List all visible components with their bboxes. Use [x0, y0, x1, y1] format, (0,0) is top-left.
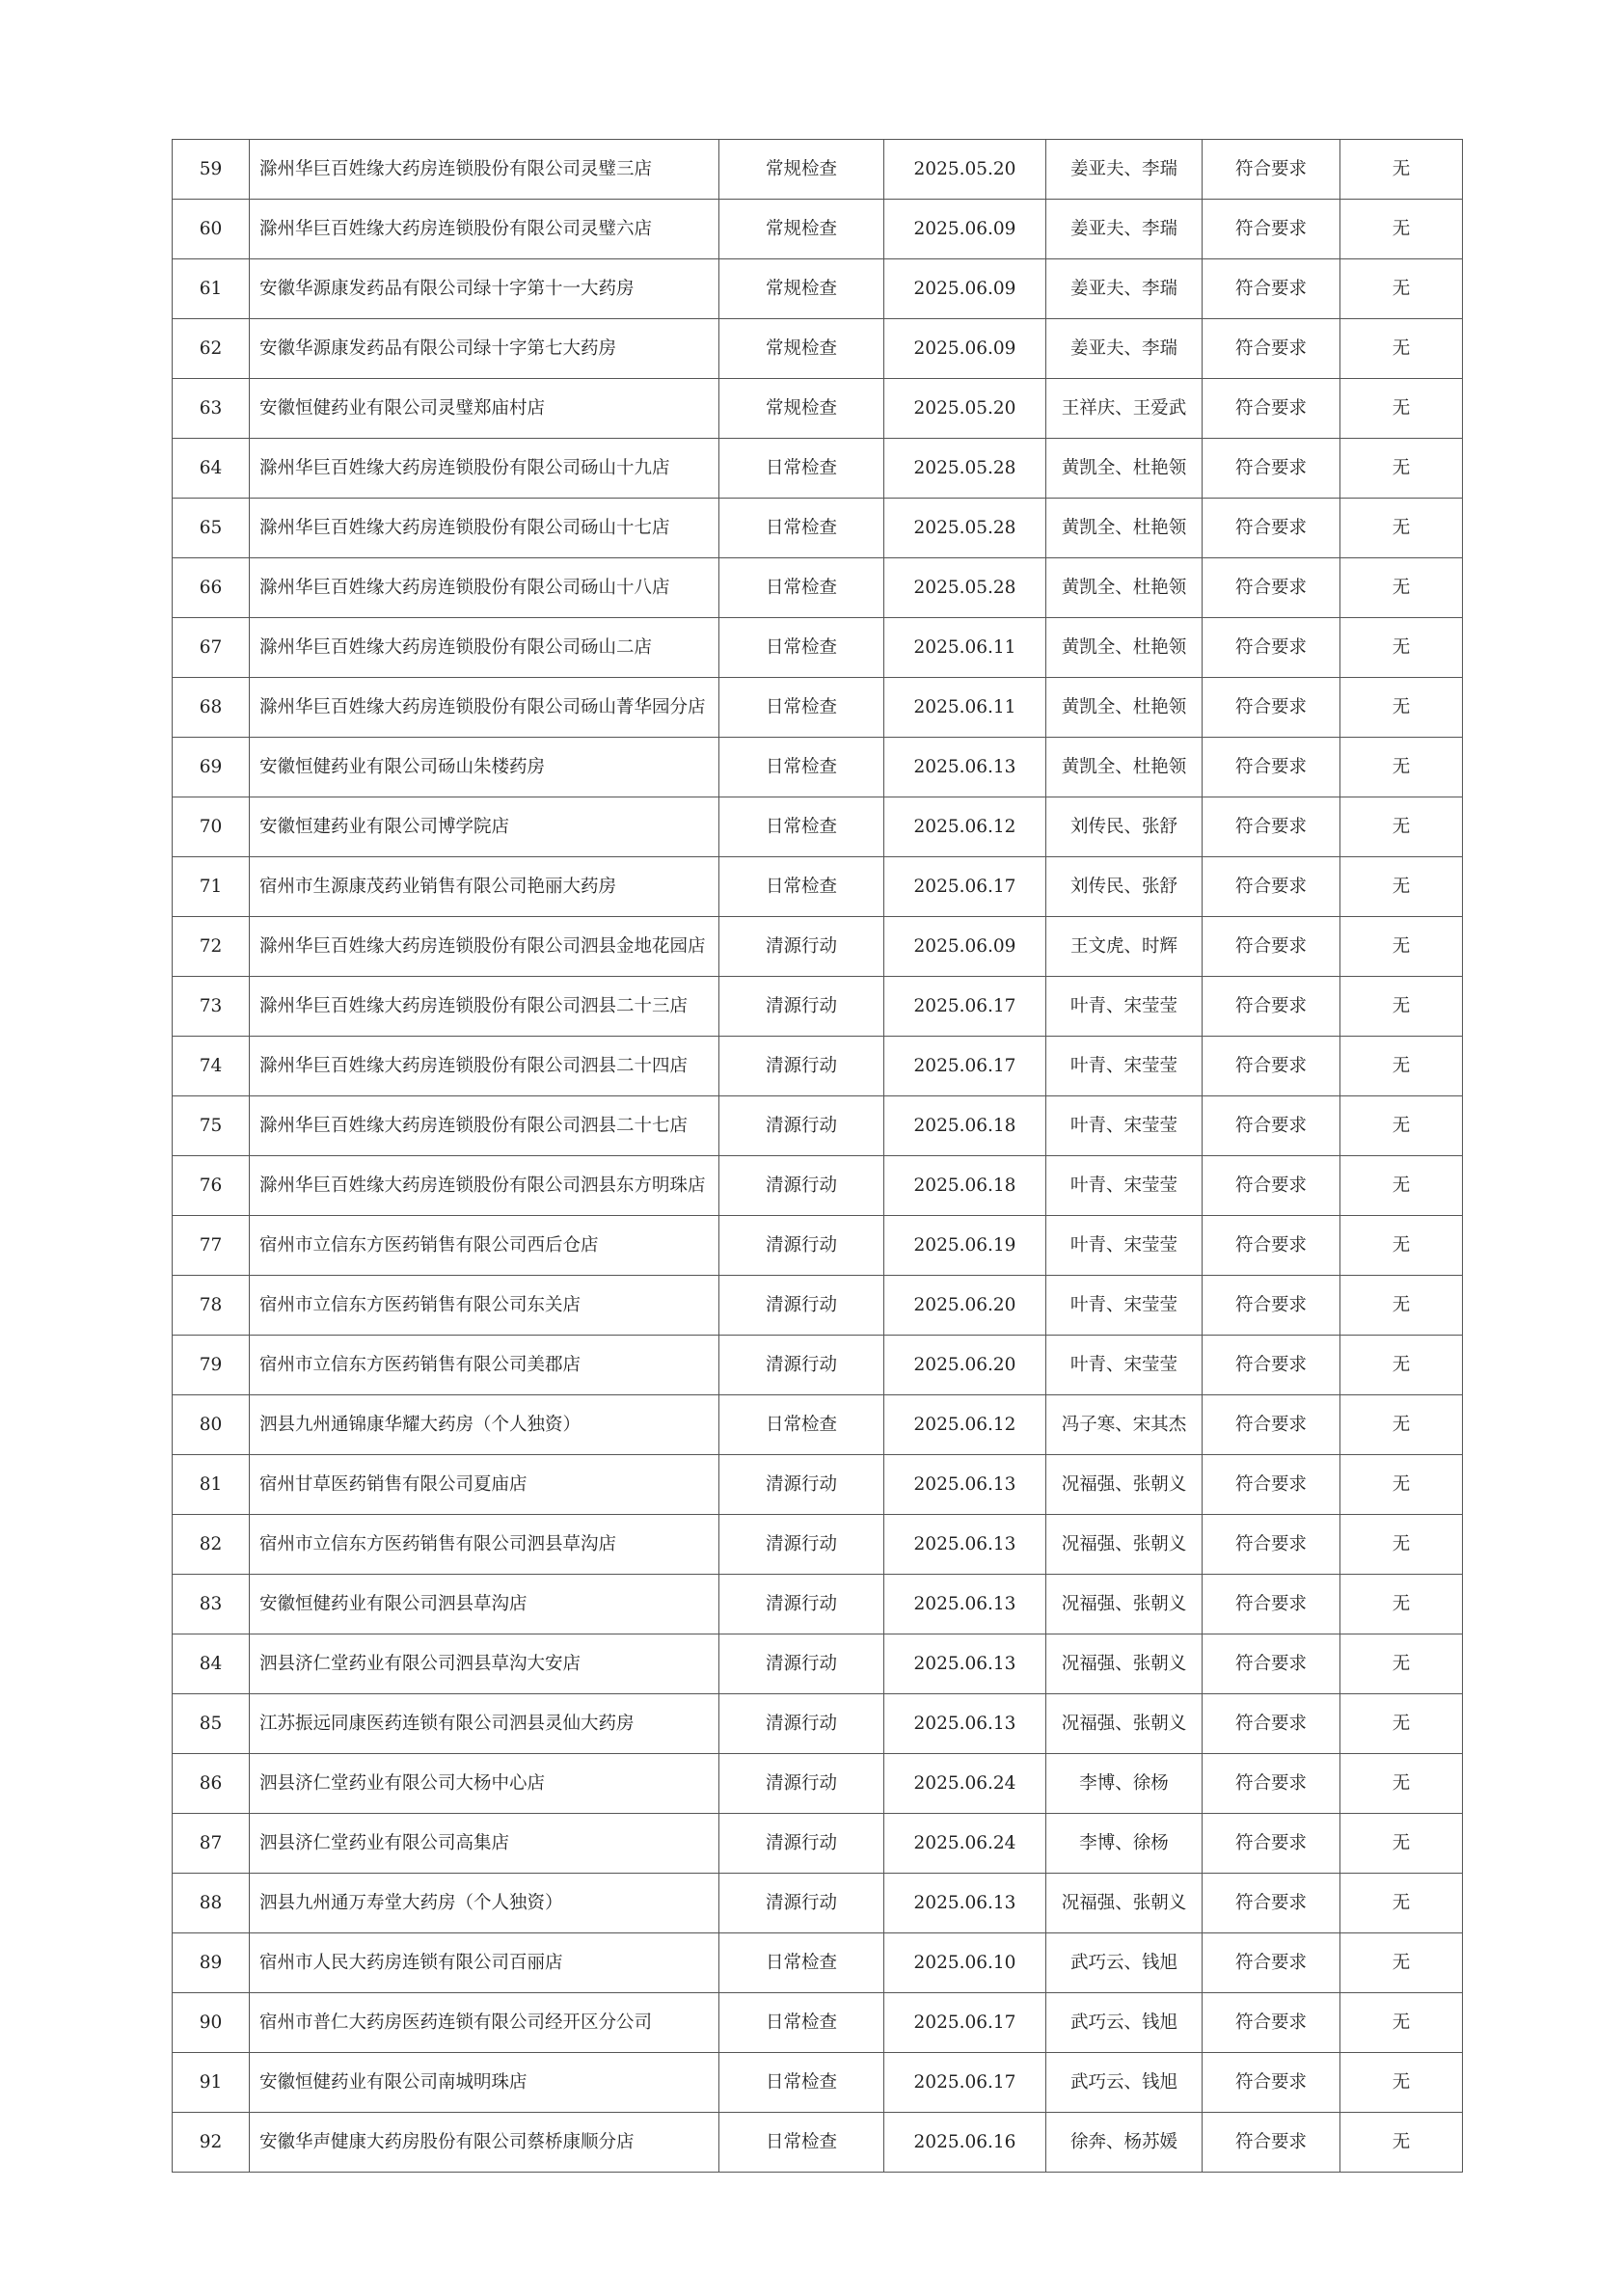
table-row	[173, 558, 1463, 618]
store-name-cell: 安徽恒健药业有限公司砀山朱楼药房	[250, 738, 719, 797]
table-row	[173, 1754, 1463, 1814]
table-row	[173, 1037, 1463, 1096]
inspectors-cell: 冯子寒、宋其杰	[1046, 1395, 1203, 1455]
store-name-cell: 滁州华巨百姓缘大药房连锁股份有限公司泗县金地花园店	[250, 917, 719, 977]
table-row	[173, 140, 1463, 200]
inspectors-cell: 王文虎、时辉	[1046, 917, 1203, 977]
issue-cell: 无	[1340, 1694, 1463, 1754]
result-cell: 符合要求	[1203, 738, 1340, 797]
inspection-date-cell: 2025.06.17	[884, 1037, 1046, 1096]
inspection-table	[172, 139, 1463, 2173]
table-row	[173, 1455, 1463, 1515]
inspection-type-cell: 日常检查	[719, 678, 884, 738]
inspection-date-cell: 2025.06.17	[884, 977, 1046, 1037]
table-row	[173, 1276, 1463, 1336]
inspection-date-cell: 2025.06.18	[884, 1096, 1046, 1156]
store-name-cell: 安徽华声健康大药房股份有限公司蔡桥康顺分店	[250, 2113, 719, 2173]
table-row	[173, 1336, 1463, 1395]
issue-cell: 无	[1340, 797, 1463, 857]
issue-cell: 无	[1340, 140, 1463, 200]
inspection-type-cell: 日常检查	[719, 618, 884, 678]
inspection-date-cell: 2025.06.13	[884, 1874, 1046, 1933]
inspectors-cell: 姜亚夫、李瑞	[1046, 140, 1203, 200]
result-cell: 符合要求	[1203, 379, 1340, 439]
result-cell: 符合要求	[1203, 1037, 1340, 1096]
inspection-type-cell: 日常检查	[719, 797, 884, 857]
row-number-cell: 73	[173, 977, 250, 1037]
inspection-date-cell: 2025.05.28	[884, 439, 1046, 499]
store-name-cell: 江苏振远同康医药连锁有限公司泗县灵仙大药房	[250, 1694, 719, 1754]
row-number-cell: 76	[173, 1156, 250, 1216]
inspection-date-cell: 2025.06.13	[884, 1455, 1046, 1515]
result-cell: 符合要求	[1203, 1993, 1340, 2053]
store-name-cell: 滁州华巨百姓缘大药房连锁股份有限公司灵璧三店	[250, 140, 719, 200]
inspection-date-cell: 2025.06.09	[884, 259, 1046, 319]
table-row	[173, 1933, 1463, 1993]
table-row	[173, 1993, 1463, 2053]
table-row	[173, 738, 1463, 797]
table-row	[173, 499, 1463, 558]
result-cell: 符合要求	[1203, 1933, 1340, 1993]
store-name-cell: 宿州市普仁大药房医药连锁有限公司经开区分公司	[250, 1993, 719, 2053]
inspection-date-cell: 2025.06.12	[884, 1395, 1046, 1455]
row-number-cell: 65	[173, 499, 250, 558]
result-cell: 符合要求	[1203, 2113, 1340, 2173]
store-name-cell: 滁州华巨百姓缘大药房连锁股份有限公司砀山十九店	[250, 439, 719, 499]
inspectors-cell: 叶青、宋莹莹	[1046, 1096, 1203, 1156]
result-cell: 符合要求	[1203, 259, 1340, 319]
inspection-type-cell: 清源行动	[719, 1276, 884, 1336]
store-name-cell: 泗县济仁堂药业有限公司大杨中心店	[250, 1754, 719, 1814]
inspection-date-cell: 2025.06.17	[884, 857, 1046, 917]
issue-cell: 无	[1340, 1933, 1463, 1993]
issue-cell: 无	[1340, 1874, 1463, 1933]
inspection-type-cell: 清源行动	[719, 1216, 884, 1276]
inspection-type-cell: 常规检查	[719, 259, 884, 319]
inspection-date-cell: 2025.05.28	[884, 499, 1046, 558]
store-name-cell: 滁州华巨百姓缘大药房连锁股份有限公司砀山十七店	[250, 499, 719, 558]
table-row	[173, 1096, 1463, 1156]
row-number-cell: 64	[173, 439, 250, 499]
result-cell: 符合要求	[1203, 140, 1340, 200]
inspectors-cell: 况福强、张朝义	[1046, 1575, 1203, 1634]
row-number-cell: 62	[173, 319, 250, 379]
row-number-cell: 85	[173, 1694, 250, 1754]
result-cell: 符合要求	[1203, 678, 1340, 738]
issue-cell: 无	[1340, 977, 1463, 1037]
inspectors-cell: 况福强、张朝义	[1046, 1515, 1203, 1575]
inspection-date-cell: 2025.06.17	[884, 2053, 1046, 2113]
store-name-cell: 宿州市人民大药房连锁有限公司百丽店	[250, 1933, 719, 1993]
inspection-date-cell: 2025.06.09	[884, 319, 1046, 379]
store-name-cell: 滁州华巨百姓缘大药房连锁股份有限公司泗县二十三店	[250, 977, 719, 1037]
inspection-date-cell: 2025.06.20	[884, 1336, 1046, 1395]
row-number-cell: 79	[173, 1336, 250, 1395]
inspectors-cell: 黄凯全、杜艳领	[1046, 618, 1203, 678]
issue-cell: 无	[1340, 738, 1463, 797]
inspectors-cell: 刘传民、张舒	[1046, 857, 1203, 917]
row-number-cell: 69	[173, 738, 250, 797]
table-row	[173, 200, 1463, 259]
result-cell: 符合要求	[1203, 1754, 1340, 1814]
store-name-cell: 滁州华巨百姓缘大药房连锁股份有限公司砀山菁华园分店	[250, 678, 719, 738]
table-body	[173, 140, 1463, 2173]
inspectors-cell: 黄凯全、杜艳领	[1046, 678, 1203, 738]
inspection-type-cell: 清源行动	[719, 1634, 884, 1694]
result-cell: 符合要求	[1203, 1096, 1340, 1156]
result-cell: 符合要求	[1203, 558, 1340, 618]
table-row	[173, 2113, 1463, 2173]
inspectors-cell: 姜亚夫、李瑞	[1046, 319, 1203, 379]
issue-cell: 无	[1340, 1336, 1463, 1395]
row-number-cell: 89	[173, 1933, 250, 1993]
inspection-date-cell: 2025.06.13	[884, 738, 1046, 797]
table-row	[173, 1874, 1463, 1933]
result-cell: 符合要求	[1203, 977, 1340, 1037]
inspectors-cell: 黄凯全、杜艳领	[1046, 558, 1203, 618]
issue-cell: 无	[1340, 2113, 1463, 2173]
store-name-cell: 安徽华源康发药品有限公司绿十字第七大药房	[250, 319, 719, 379]
inspection-type-cell: 清源行动	[719, 1096, 884, 1156]
inspection-date-cell: 2025.05.20	[884, 140, 1046, 200]
table-row	[173, 797, 1463, 857]
inspectors-cell: 武巧云、钱旭	[1046, 2053, 1203, 2113]
table-row	[173, 2053, 1463, 2113]
table-row	[173, 319, 1463, 379]
result-cell: 符合要求	[1203, 618, 1340, 678]
row-number-cell: 77	[173, 1216, 250, 1276]
store-name-cell: 安徽华源康发药品有限公司绿十字第十一大药房	[250, 259, 719, 319]
row-number-cell: 70	[173, 797, 250, 857]
inspection-date-cell: 2025.06.13	[884, 1575, 1046, 1634]
inspection-type-cell: 清源行动	[719, 1575, 884, 1634]
table-row	[173, 1634, 1463, 1694]
issue-cell: 无	[1340, 439, 1463, 499]
inspection-type-cell: 日常检查	[719, 2113, 884, 2173]
store-name-cell: 安徽恒健药业有限公司泗县草沟店	[250, 1575, 719, 1634]
row-number-cell: 88	[173, 1874, 250, 1933]
inspection-type-cell: 常规检查	[719, 319, 884, 379]
row-number-cell: 67	[173, 618, 250, 678]
table-row	[173, 1395, 1463, 1455]
issue-cell: 无	[1340, 1575, 1463, 1634]
table-row	[173, 857, 1463, 917]
table-row	[173, 1575, 1463, 1634]
row-number-cell: 59	[173, 140, 250, 200]
inspectors-cell: 黄凯全、杜艳领	[1046, 439, 1203, 499]
inspectors-cell: 武巧云、钱旭	[1046, 1993, 1203, 2053]
issue-cell: 无	[1340, 1993, 1463, 2053]
result-cell: 符合要求	[1203, 1276, 1340, 1336]
result-cell: 符合要求	[1203, 1874, 1340, 1933]
store-name-cell: 滁州华巨百姓缘大药房连锁股份有限公司泗县二十七店	[250, 1096, 719, 1156]
inspection-type-cell: 清源行动	[719, 1037, 884, 1096]
result-cell: 符合要求	[1203, 1694, 1340, 1754]
store-name-cell: 滁州华巨百姓缘大药房连锁股份有限公司砀山十八店	[250, 558, 719, 618]
inspectors-cell: 况福强、张朝义	[1046, 1455, 1203, 1515]
issue-cell: 无	[1340, 1096, 1463, 1156]
row-number-cell: 84	[173, 1634, 250, 1694]
inspection-type-cell: 清源行动	[719, 1874, 884, 1933]
inspection-date-cell: 2025.06.16	[884, 2113, 1046, 2173]
inspectors-cell: 况福强、张朝义	[1046, 1874, 1203, 1933]
result-cell: 符合要求	[1203, 1336, 1340, 1395]
store-name-cell: 泗县济仁堂药业有限公司高集店	[250, 1814, 719, 1874]
inspection-date-cell: 2025.06.24	[884, 1814, 1046, 1874]
issue-cell: 无	[1340, 1216, 1463, 1276]
inspection-type-cell: 清源行动	[719, 1336, 884, 1395]
store-name-cell: 安徽恒健药业有限公司南城明珠店	[250, 2053, 719, 2113]
result-cell: 符合要求	[1203, 1515, 1340, 1575]
inspectors-cell: 刘传民、张舒	[1046, 797, 1203, 857]
issue-cell: 无	[1340, 1754, 1463, 1814]
inspection-type-cell: 清源行动	[719, 1754, 884, 1814]
inspection-type-cell: 清源行动	[719, 1814, 884, 1874]
table-row	[173, 678, 1463, 738]
result-cell: 符合要求	[1203, 499, 1340, 558]
result-cell: 符合要求	[1203, 200, 1340, 259]
issue-cell: 无	[1340, 379, 1463, 439]
inspection-type-cell: 日常检查	[719, 1395, 884, 1455]
result-cell: 符合要求	[1203, 1634, 1340, 1694]
inspection-type-cell: 日常检查	[719, 499, 884, 558]
inspection-date-cell: 2025.06.11	[884, 618, 1046, 678]
store-name-cell: 宿州市立信东方医药销售有限公司西后仓店	[250, 1216, 719, 1276]
issue-cell: 无	[1340, 917, 1463, 977]
result-cell: 符合要求	[1203, 319, 1340, 379]
inspectors-cell: 姜亚夫、李瑞	[1046, 200, 1203, 259]
result-cell: 符合要求	[1203, 439, 1340, 499]
result-cell: 符合要求	[1203, 1455, 1340, 1515]
table-row	[173, 439, 1463, 499]
inspection-type-cell: 日常检查	[719, 738, 884, 797]
row-number-cell: 87	[173, 1814, 250, 1874]
inspectors-cell: 叶青、宋莹莹	[1046, 1276, 1203, 1336]
table-row	[173, 618, 1463, 678]
row-number-cell: 92	[173, 2113, 250, 2173]
issue-cell: 无	[1340, 558, 1463, 618]
issue-cell: 无	[1340, 2053, 1463, 2113]
row-number-cell: 90	[173, 1993, 250, 2053]
row-number-cell: 80	[173, 1395, 250, 1455]
inspection-type-cell: 日常检查	[719, 1933, 884, 1993]
result-cell: 符合要求	[1203, 2053, 1340, 2113]
inspectors-cell: 黄凯全、杜艳领	[1046, 738, 1203, 797]
inspection-date-cell: 2025.05.28	[884, 558, 1046, 618]
inspection-date-cell: 2025.06.09	[884, 200, 1046, 259]
inspection-type-cell: 常规检查	[719, 200, 884, 259]
inspection-date-cell: 2025.06.09	[884, 917, 1046, 977]
row-number-cell: 60	[173, 200, 250, 259]
issue-cell: 无	[1340, 1395, 1463, 1455]
inspection-date-cell: 2025.06.17	[884, 1993, 1046, 2053]
inspectors-cell: 姜亚夫、李瑞	[1046, 259, 1203, 319]
inspectors-cell: 况福强、张朝义	[1046, 1694, 1203, 1754]
store-name-cell: 泗县九州通锦康华耀大药房（个人独资）	[250, 1395, 719, 1455]
issue-cell: 无	[1340, 678, 1463, 738]
inspectors-cell: 徐奔、杨苏媛	[1046, 2113, 1203, 2173]
table-row	[173, 1216, 1463, 1276]
row-number-cell: 71	[173, 857, 250, 917]
row-number-cell: 91	[173, 2053, 250, 2113]
issue-cell: 无	[1340, 618, 1463, 678]
inspection-table-container	[172, 139, 1462, 2173]
store-name-cell: 宿州市立信东方医药销售有限公司东关店	[250, 1276, 719, 1336]
result-cell: 符合要求	[1203, 797, 1340, 857]
store-name-cell: 安徽恒建药业有限公司博学院店	[250, 797, 719, 857]
result-cell: 符合要求	[1203, 917, 1340, 977]
inspectors-cell: 叶青、宋莹莹	[1046, 1037, 1203, 1096]
row-number-cell: 66	[173, 558, 250, 618]
inspectors-cell: 叶青、宋莹莹	[1046, 1156, 1203, 1216]
inspection-type-cell: 日常检查	[719, 439, 884, 499]
store-name-cell: 宿州市生源康茂药业销售有限公司艳丽大药房	[250, 857, 719, 917]
issue-cell: 无	[1340, 1515, 1463, 1575]
store-name-cell: 宿州市立信东方医药销售有限公司泗县草沟店	[250, 1515, 719, 1575]
inspection-date-cell: 2025.06.13	[884, 1515, 1046, 1575]
row-number-cell: 63	[173, 379, 250, 439]
inspection-type-cell: 清源行动	[719, 1156, 884, 1216]
table-row	[173, 917, 1463, 977]
row-number-cell: 68	[173, 678, 250, 738]
issue-cell: 无	[1340, 1156, 1463, 1216]
row-number-cell: 86	[173, 1754, 250, 1814]
result-cell: 符合要求	[1203, 1575, 1340, 1634]
store-name-cell: 泗县济仁堂药业有限公司泗县草沟大安店	[250, 1634, 719, 1694]
inspection-date-cell: 2025.06.18	[884, 1156, 1046, 1216]
result-cell: 符合要求	[1203, 1814, 1340, 1874]
row-number-cell: 83	[173, 1575, 250, 1634]
table-row	[173, 259, 1463, 319]
table-row	[173, 977, 1463, 1037]
inspection-date-cell: 2025.05.20	[884, 379, 1046, 439]
table-row	[173, 1694, 1463, 1754]
inspection-type-cell: 常规检查	[719, 140, 884, 200]
store-name-cell: 滁州华巨百姓缘大药房连锁股份有限公司泗县二十四店	[250, 1037, 719, 1096]
issue-cell: 无	[1340, 857, 1463, 917]
inspectors-cell: 况福强、张朝义	[1046, 1634, 1203, 1694]
issue-cell: 无	[1340, 1814, 1463, 1874]
inspectors-cell: 武巧云、钱旭	[1046, 1933, 1203, 1993]
issue-cell: 无	[1340, 1276, 1463, 1336]
inspection-type-cell: 清源行动	[719, 1694, 884, 1754]
table-row	[173, 1814, 1463, 1874]
inspectors-cell: 黄凯全、杜艳领	[1046, 499, 1203, 558]
store-name-cell: 宿州甘草医药销售有限公司夏庙店	[250, 1455, 719, 1515]
inspectors-cell: 李博、徐杨	[1046, 1754, 1203, 1814]
inspection-date-cell: 2025.06.24	[884, 1754, 1046, 1814]
inspectors-cell: 叶青、宋莹莹	[1046, 1336, 1203, 1395]
inspection-date-cell: 2025.06.11	[884, 678, 1046, 738]
issue-cell: 无	[1340, 1634, 1463, 1694]
inspection-date-cell: 2025.06.10	[884, 1933, 1046, 1993]
result-cell: 符合要求	[1203, 1395, 1340, 1455]
issue-cell: 无	[1340, 1455, 1463, 1515]
inspectors-cell: 叶青、宋莹莹	[1046, 1216, 1203, 1276]
inspection-type-cell: 日常检查	[719, 857, 884, 917]
issue-cell: 无	[1340, 319, 1463, 379]
row-number-cell: 75	[173, 1096, 250, 1156]
issue-cell: 无	[1340, 200, 1463, 259]
inspection-type-cell: 日常检查	[719, 558, 884, 618]
store-name-cell: 宿州市立信东方医药销售有限公司美郡店	[250, 1336, 719, 1395]
row-number-cell: 61	[173, 259, 250, 319]
row-number-cell: 81	[173, 1455, 250, 1515]
inspection-date-cell: 2025.06.13	[884, 1634, 1046, 1694]
issue-cell: 无	[1340, 499, 1463, 558]
row-number-cell: 74	[173, 1037, 250, 1096]
inspection-date-cell: 2025.06.13	[884, 1694, 1046, 1754]
issue-cell: 无	[1340, 259, 1463, 319]
inspectors-cell: 叶青、宋莹莹	[1046, 977, 1203, 1037]
store-name-cell: 滁州华巨百姓缘大药房连锁股份有限公司泗县东方明珠店	[250, 1156, 719, 1216]
issue-cell: 无	[1340, 1037, 1463, 1096]
store-name-cell: 安徽恒健药业有限公司灵璧郑庙村店	[250, 379, 719, 439]
inspection-type-cell: 清源行动	[719, 917, 884, 977]
table-row	[173, 1156, 1463, 1216]
inspection-type-cell: 清源行动	[719, 977, 884, 1037]
inspection-date-cell: 2025.06.20	[884, 1276, 1046, 1336]
inspectors-cell: 王祥庆、王爱武	[1046, 379, 1203, 439]
table-row	[173, 379, 1463, 439]
result-cell: 符合要求	[1203, 1216, 1340, 1276]
inspection-type-cell: 日常检查	[719, 1993, 884, 2053]
result-cell: 符合要求	[1203, 1156, 1340, 1216]
row-number-cell: 72	[173, 917, 250, 977]
inspection-type-cell: 常规检查	[719, 379, 884, 439]
table-row	[173, 1515, 1463, 1575]
inspection-type-cell: 清源行动	[719, 1455, 884, 1515]
inspection-type-cell: 日常检查	[719, 2053, 884, 2113]
store-name-cell: 滁州华巨百姓缘大药房连锁股份有限公司灵璧六店	[250, 200, 719, 259]
store-name-cell: 泗县九州通万寿堂大药房（个人独资）	[250, 1874, 719, 1933]
inspection-type-cell: 清源行动	[719, 1515, 884, 1575]
result-cell: 符合要求	[1203, 857, 1340, 917]
inspection-date-cell: 2025.06.19	[884, 1216, 1046, 1276]
row-number-cell: 82	[173, 1515, 250, 1575]
row-number-cell: 78	[173, 1276, 250, 1336]
store-name-cell: 滁州华巨百姓缘大药房连锁股份有限公司砀山二店	[250, 618, 719, 678]
inspection-date-cell: 2025.06.12	[884, 797, 1046, 857]
inspectors-cell: 李博、徐杨	[1046, 1814, 1203, 1874]
